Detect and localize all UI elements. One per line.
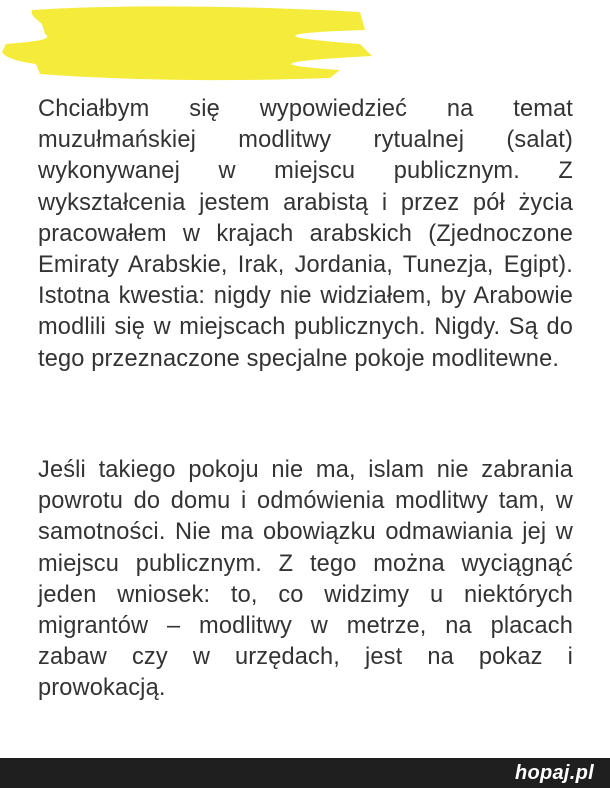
paragraph-1: Chciałbym się wypowiedzieć na temat muzułmańskiej modlitwy rytualnej (salat) wykonywanej w miejscu publicznym. Z wykształcenia jestem arabistą i przez pół życia pracowałem w krajach arabskich (Zjednoczone Emiraty Arabskie, Irak, Jordania, Tunezja, Egipt). Istotna kwestia: nigdy nie widziałem, by Arabowie modlili się w miejscach publicznych. Nigdy. Są do tego przeznaczone specjalne pokoje modlitewne. [38, 96, 573, 372]
highlight-stroke [2, 6, 372, 80]
redaction-highlight [0, 0, 380, 85]
site-logo[interactable]: hopaj.pl [514, 762, 594, 784]
footer-bar [0, 758, 610, 788]
paragraph-2: Jeśli takiego pokoju nie ma, islam nie zabrania powrotu do domu i odmówienia modlitwy tam, w samotności. Nie ma obowiązku odmawiania jej w miejscu publicznym. Z tego można wyciągnąć jeden wniosek: to, co widzimy u niektórych migrantów – modlitwy w metrze, na placach zabaw czy w urzędach, jest na pokaz i prowokacją. [38, 457, 573, 702]
